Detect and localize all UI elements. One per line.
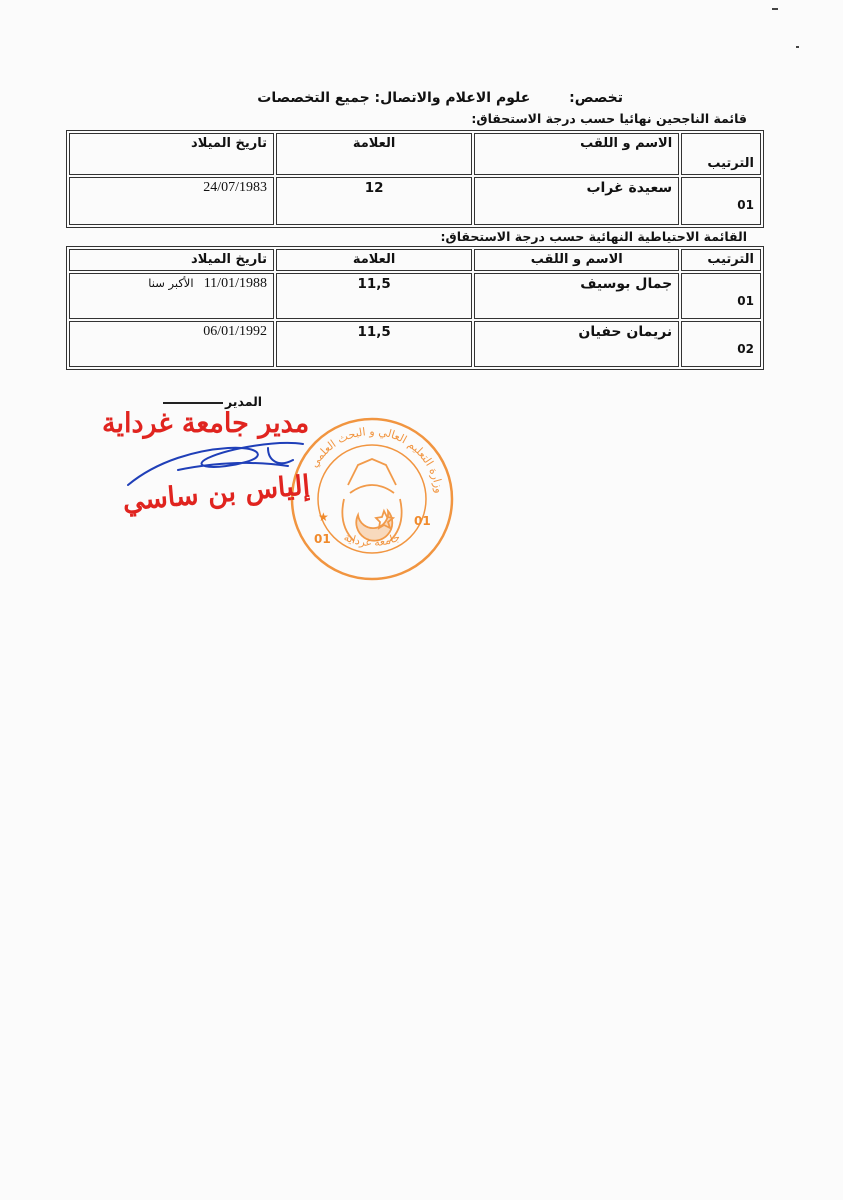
cell-mark: 11,5 bbox=[276, 273, 472, 319]
table-row bbox=[69, 321, 761, 367]
final-list-table bbox=[66, 130, 764, 228]
reserve-list-table bbox=[66, 246, 764, 370]
table-row bbox=[69, 177, 761, 225]
scan-speck bbox=[772, 8, 778, 10]
cell-rank: 01 bbox=[681, 177, 761, 225]
specialty-label: تخصص: bbox=[569, 90, 623, 106]
cell-name: جمال بوسيف bbox=[474, 273, 679, 319]
cell-name: سعيدة غراب bbox=[474, 177, 679, 225]
cell-mark: 11,5 bbox=[276, 321, 472, 367]
seal-ring-text: وزارة التعليم العالي و البحث العلمي bbox=[307, 424, 446, 494]
director-name-stamp: إلياس بن ساسي bbox=[121, 470, 312, 518]
cell-name: نريمان حفيان bbox=[474, 321, 679, 367]
header-name: الاسم و اللقب bbox=[474, 249, 679, 271]
header-name: الاسم و اللقب bbox=[474, 133, 679, 175]
dob-value: 11/01/1988 bbox=[203, 276, 267, 291]
header-dob: تاريخ الميلاد bbox=[69, 133, 274, 175]
director-label: المدير bbox=[163, 394, 262, 409]
specialty-line bbox=[257, 90, 623, 106]
cell-dob: 24/07/1983 bbox=[69, 177, 274, 225]
seal-code-left: 01 bbox=[314, 532, 331, 546]
seal-bottom-text: جامعة غرداية bbox=[341, 530, 403, 550]
cell-rank: 02 bbox=[681, 321, 761, 367]
cell-dob: 06/01/1992 bbox=[69, 321, 274, 367]
cell-dob bbox=[69, 273, 274, 319]
header-dob: تاريخ الميلاد bbox=[69, 249, 274, 271]
header-rank: الترتيب bbox=[681, 133, 761, 175]
seal-code-right: 01 bbox=[414, 514, 431, 528]
final-list-caption: قائمة الناجحين نهائيا حسب درجة الاستحقاق: bbox=[471, 111, 747, 126]
table-row bbox=[69, 273, 761, 319]
svg-text:★: ★ bbox=[318, 510, 329, 524]
table-header-row bbox=[69, 249, 761, 271]
header-rank: الترتيب bbox=[681, 249, 761, 271]
header-mark: العلامة bbox=[276, 133, 472, 175]
handwritten-signature bbox=[118, 430, 318, 500]
table-header-row bbox=[69, 133, 761, 175]
cell-mark: 12 bbox=[276, 177, 472, 225]
tiebreak-note: الأكبر سنا bbox=[148, 276, 194, 290]
cell-rank: 01 bbox=[681, 273, 761, 319]
scan-speck bbox=[796, 46, 799, 48]
svg-text:وزارة التعليم العالي و البحث ا bbox=[307, 425, 445, 494]
reserve-list-caption: القائمة الاحتياطية النهائية حسب درجة الاستحقاق: bbox=[440, 229, 747, 244]
specialty-value: علوم الاعلام والاتصال: جميع التخصصات bbox=[257, 90, 531, 106]
director-title-stamp: مدير جامعة غرداية bbox=[102, 408, 310, 439]
header-mark: العلامة bbox=[276, 249, 472, 271]
